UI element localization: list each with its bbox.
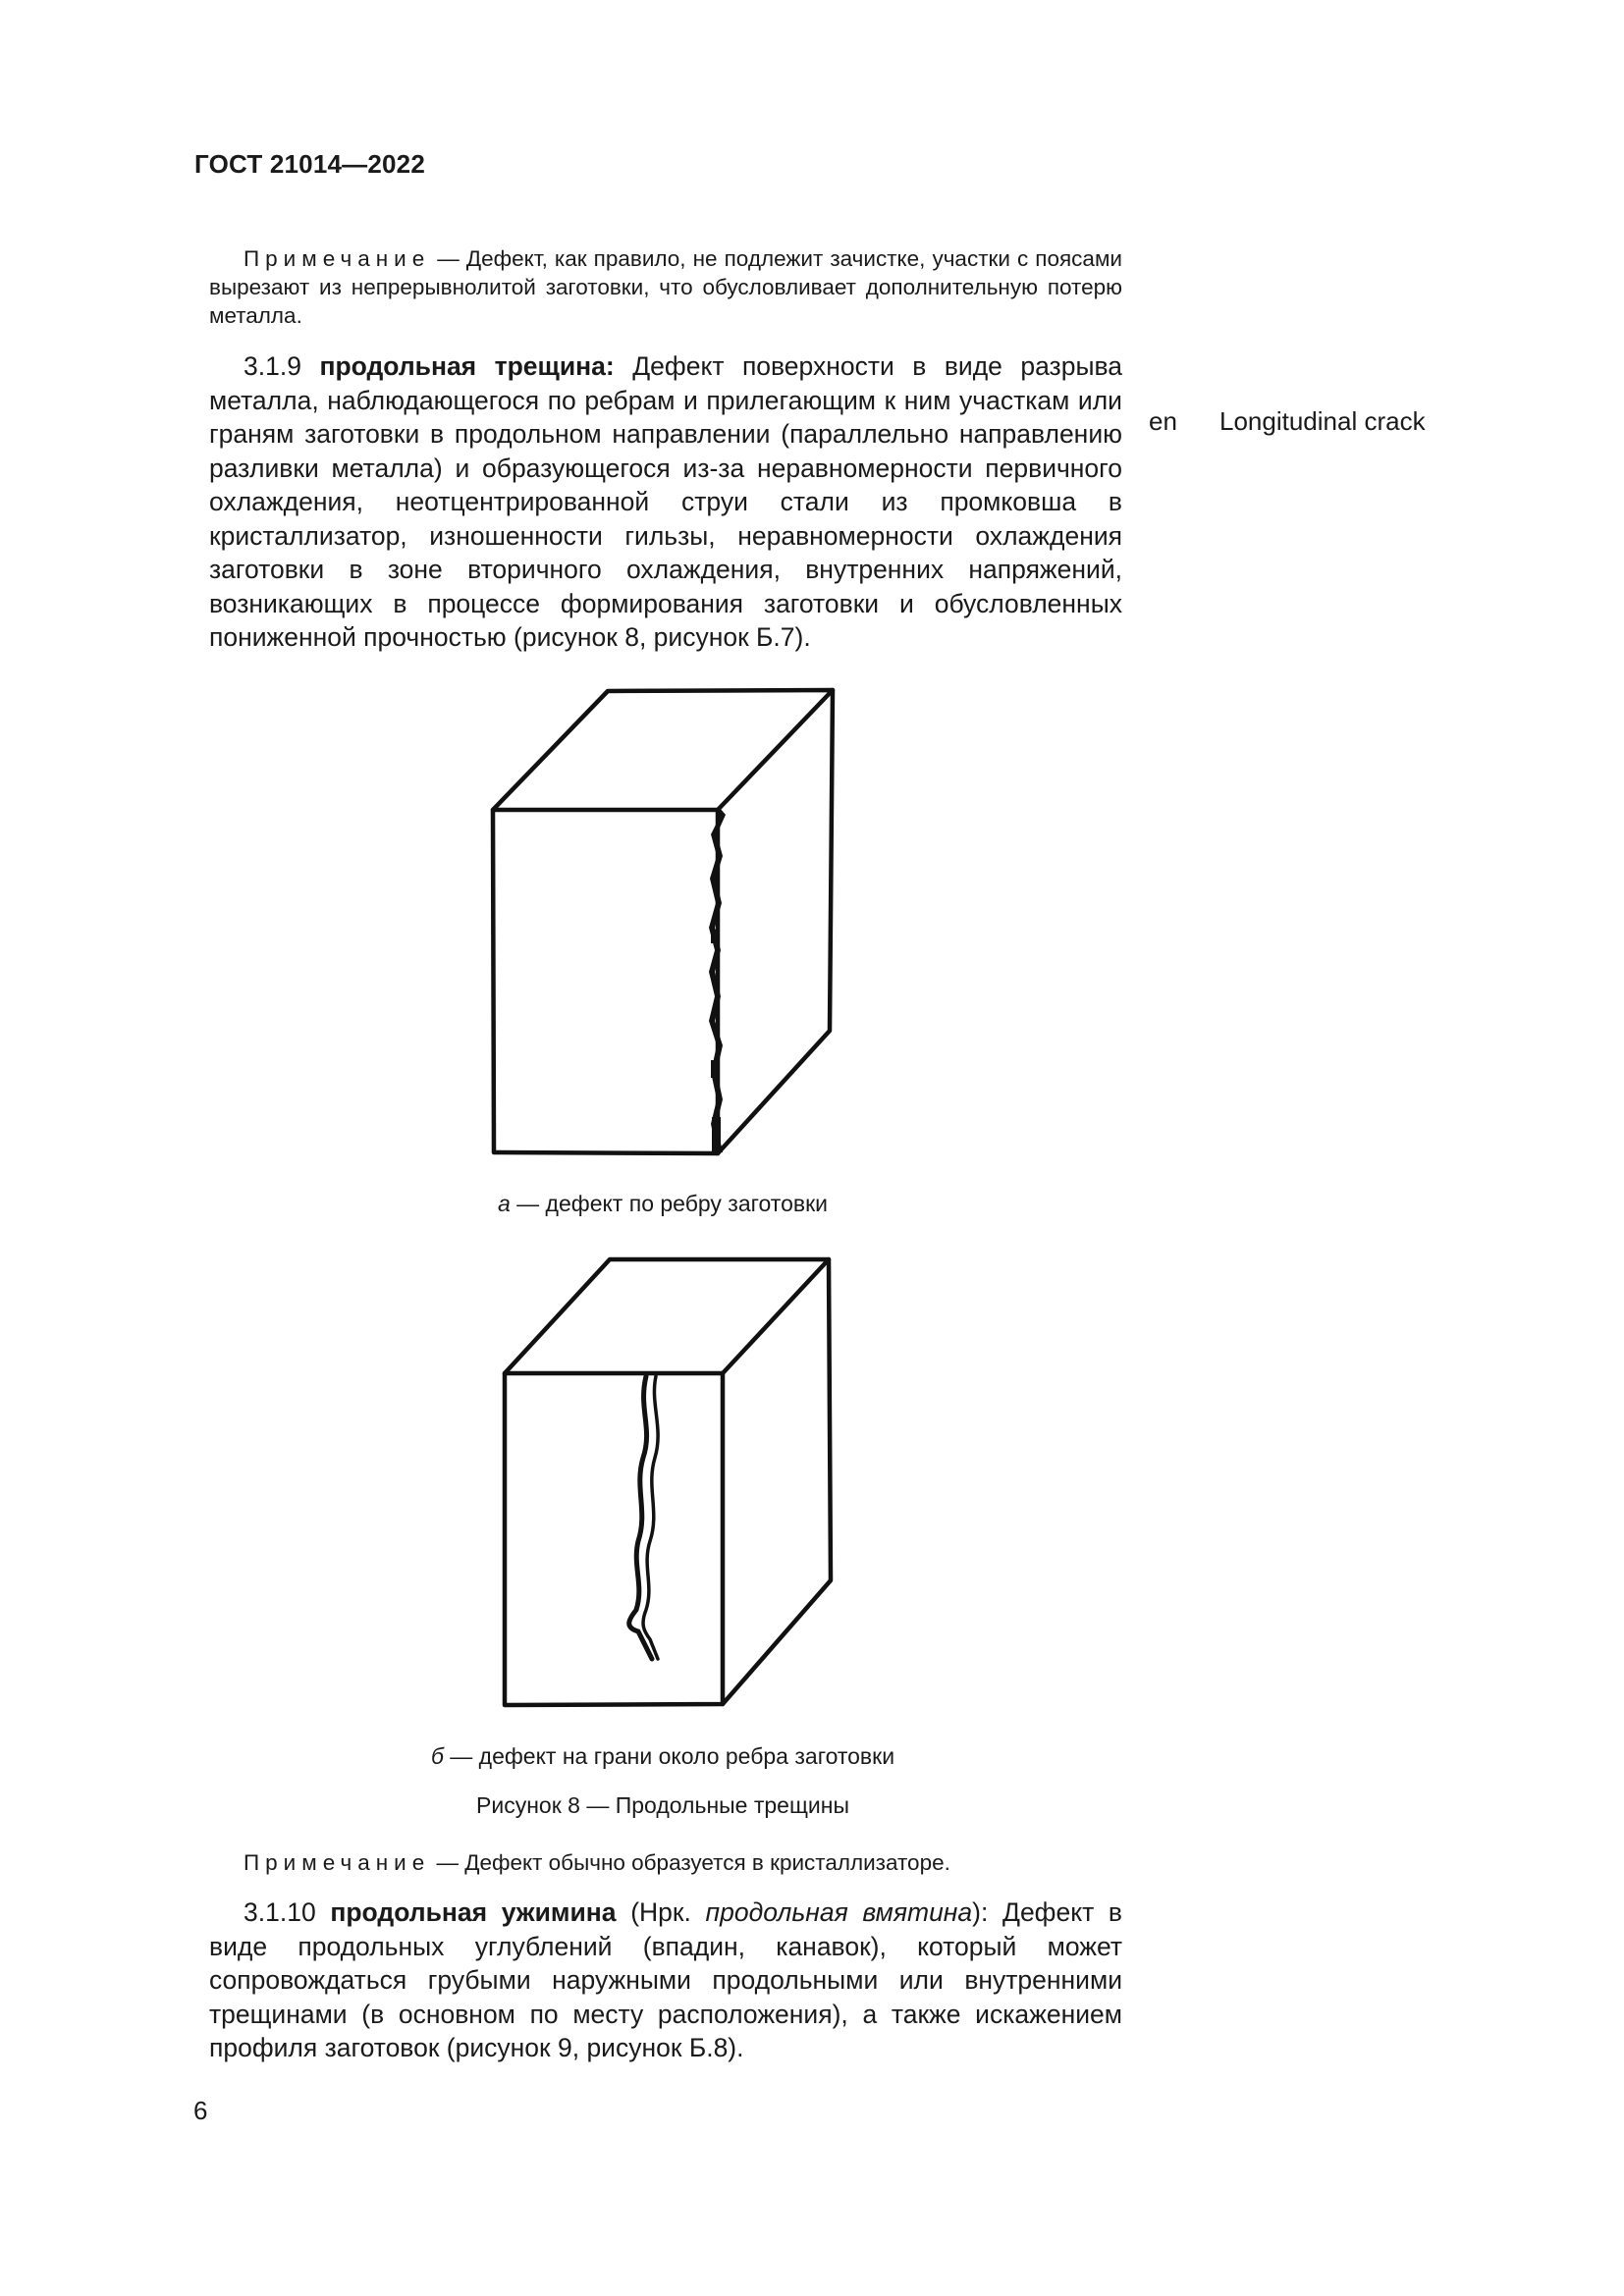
crack-line-left — [629, 1376, 652, 1659]
subfigure-letter-b: б — [430, 1743, 444, 1769]
term-number: 3.1.10 — [244, 1897, 316, 1927]
term-definition: Дефект поверхности в виде разрыва металла, наблюдающегося по ребрам и прилегающим к ним участкам или граням заготовки в продольном направлении (параллельно направлению разливки металла) и образующегося из-за неравномерности первичного охлаждения, неотцентрированной струи стали из промковша в кристаллизатор, изношенности гильзы, неравномерности охлаждения заготовки в зоне вторичного охлаждения, внутренних напряжений, возникающих в процессе формирования заготовки и обусловленных пониженной прочностью (рисунок 8, рисунок Б.7). — [209, 351, 1123, 652]
note-lead: Примечание — [244, 246, 431, 271]
term-name: продольная трещина: — [319, 351, 615, 381]
english-term: Longitudinal crack — [1219, 406, 1426, 436]
note-paragraph-2 — [209, 1848, 1122, 1877]
figure-8a-billet-edge-crack — [481, 677, 854, 1158]
figure-8b-caption — [226, 1743, 1100, 1770]
note-lead: Примечание — [244, 1850, 431, 1875]
figure-8a-caption — [226, 1191, 1100, 1217]
document-header: ГОСТ 21014—2022 — [194, 149, 425, 179]
term-3-1-10-paragraph — [209, 1896, 1122, 2065]
term-alt-name: продольная вмятина — [705, 1897, 973, 1927]
figure-8-title: Рисунок 8 — Продольные трещины — [476, 1792, 849, 1818]
note-text: — Дефект, как правило, не подлежит зачистке, участки с поясами вырезают из непрерывнолитой заготовки, что обусловливает дополнительную потерю металла. — [209, 246, 1122, 328]
subfigure-text-a: — дефект по ребру заготовки — [510, 1191, 828, 1216]
term-3-1-9-paragraph — [209, 349, 1122, 655]
subfigure-text-b: — дефект на грани около ребра заготовки — [443, 1743, 895, 1769]
language-code: en — [1149, 406, 1177, 436]
note-paragraph-1 — [209, 244, 1122, 330]
page-number: 6 — [193, 2096, 208, 2125]
term-name: продольная ужимина — [330, 1897, 617, 1927]
note-text: — Дефект обычно образуется в кристаллизаторе. — [430, 1850, 950, 1875]
figure-8b-billet-face-crack — [491, 1247, 864, 1718]
term-definition: ): Дефект в виде продольных углублений (впадин, канавок), который может сопровождаться грубыми наружными продольными или внутренними трещинами (в основном по месту расположения), а также искажением профиля заготовок (рисунок 9, рисунок Б.8). — [209, 1897, 1122, 2062]
term-number: 3.1.9 — [244, 351, 301, 381]
term-paren-open: (Нрк. — [616, 1897, 706, 1927]
subfigure-letter-a: а — [497, 1191, 511, 1216]
